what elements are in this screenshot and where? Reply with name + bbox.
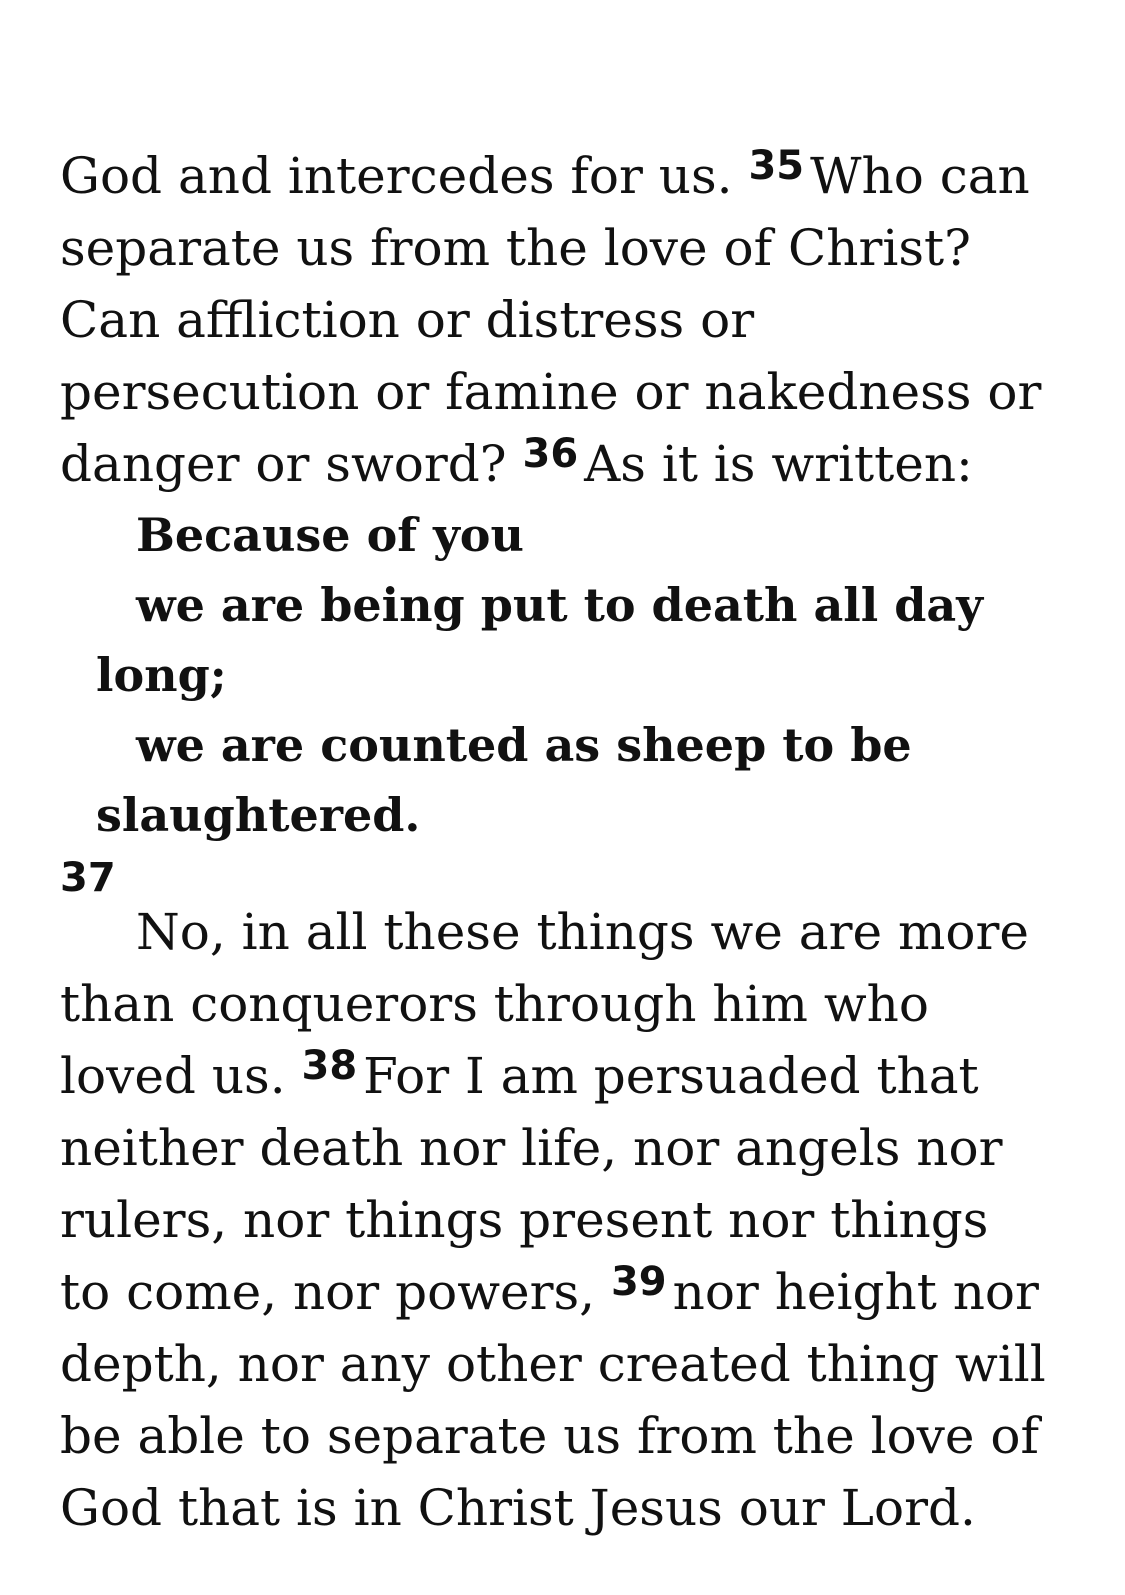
verse-36-text: As it is written: — [584, 435, 973, 493]
verse-number-35: 35 — [748, 143, 805, 189]
verse-number-37: 37 — [60, 855, 116, 901]
poem-line-1: Because of you — [136, 508, 524, 562]
verse-number-39: 39 — [610, 1259, 667, 1305]
verse-34-text: God and intercedes for us. — [60, 147, 733, 205]
paragraph-romans-8-34-36 — [60, 140, 1050, 500]
scripture-page — [60, 140, 1050, 1544]
verse-37-text: No, in all these things we are more than conquerors through him who loved us. — [60, 903, 1029, 1105]
verse-number-36: 36 — [522, 431, 579, 477]
verse-39-text: nor height nor depth, nor any other created thing will be able to separate us from the love of God that is in Christ Jesus our Lord. — [60, 1263, 1046, 1537]
verse-38-text: For I am persuaded that neither death nor life, nor angels nor rulers, nor things present nor things to come, nor powers, — [60, 1047, 1003, 1321]
poem-line-2: we are being put to death all day long; — [96, 578, 983, 702]
verse-35-text: Who can separate us from the love of Christ? Can affliction or distress or persecution or famine or nakedness or danger or sword? — [60, 147, 1042, 493]
paragraph-romans-8-37-39 — [60, 855, 1050, 1544]
verse-number-38: 38 — [301, 1043, 358, 1089]
poem-line-3: we are counted as sheep to be slaughtered. — [96, 718, 912, 842]
poetry-quotation — [60, 500, 1050, 850]
